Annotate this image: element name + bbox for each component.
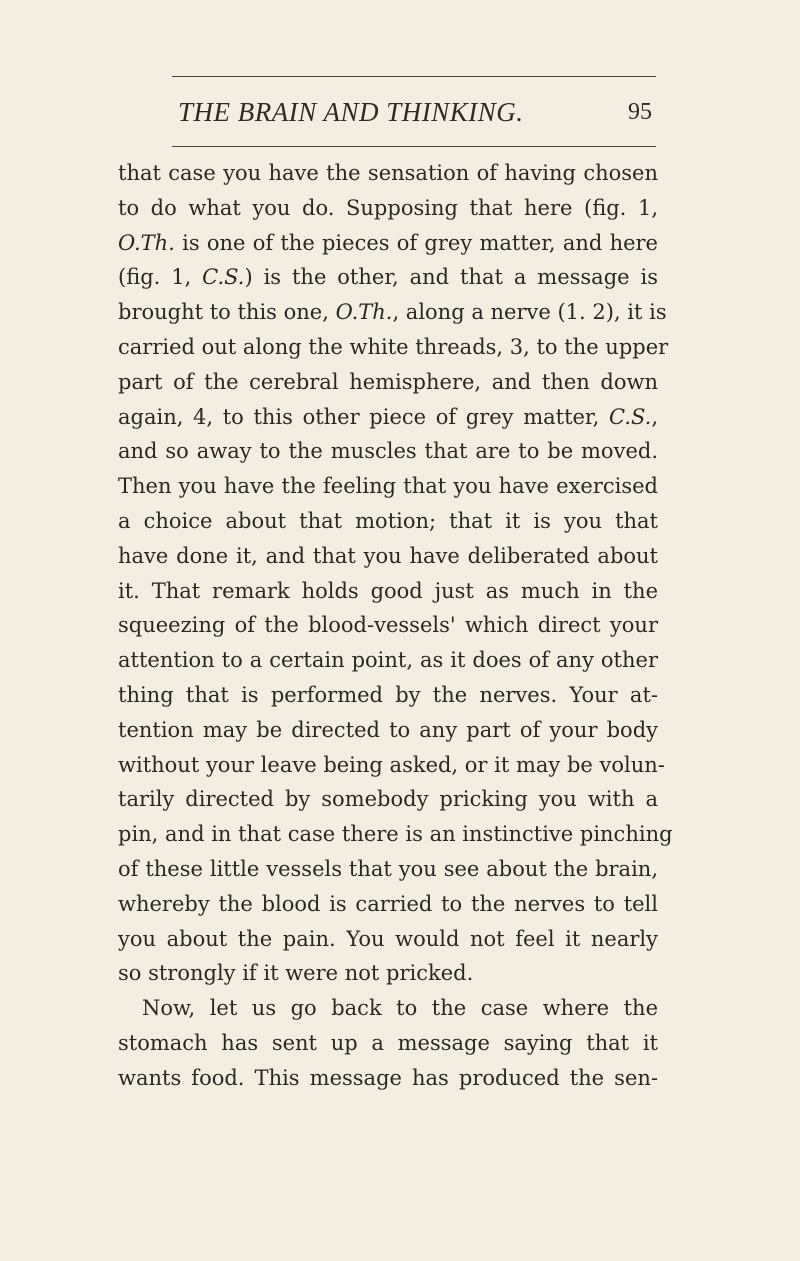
text-line <box>118 713 658 748</box>
text-line <box>118 922 658 957</box>
text-segment: thing that is performed by the nerves. Your at- <box>118 682 658 707</box>
text-segment: wants food. This message has produced the sen- <box>118 1065 658 1090</box>
text-segment: carried out along the white threads, 3, to the upper <box>118 334 669 359</box>
text-line <box>118 991 658 1026</box>
text-line <box>118 400 658 435</box>
text-line <box>118 539 658 574</box>
text-segment: tention may be directed to any part of your body <box>118 717 658 742</box>
text-segment: attention to a certain point, as it does of any other <box>118 648 658 673</box>
text-segment: squeezing of the blood-vessels' which direct your <box>118 613 658 638</box>
text-line <box>118 574 658 609</box>
italic-abbreviation: C.S. <box>202 265 245 290</box>
text-line <box>118 643 658 678</box>
text-line <box>118 260 658 295</box>
text-segment: have done it, and that you have deliberated about <box>118 543 658 568</box>
italic-abbreviation: C.S. <box>609 404 652 429</box>
text-segment: tarily directed by somebody pricking you with a <box>118 787 658 812</box>
text-segment: you about the pain. You would not feel it nearly <box>118 926 658 951</box>
running-title: THE BRAIN AND THINKING. <box>178 97 524 127</box>
text-segment: to do what you do. Supposing that here (fig. 1, <box>118 195 658 220</box>
text-line <box>118 330 669 365</box>
italic-abbreviation: O.Th. <box>118 230 175 255</box>
text-segment: ) is the other, and that a message is <box>244 265 658 290</box>
text-line <box>118 295 667 330</box>
text-segment: of these little vessels that you see about the brain, <box>118 856 658 881</box>
text-segment: a choice about that motion; that it is you that <box>118 508 658 533</box>
text-segment: it. That remark holds good just as much in the <box>118 578 658 603</box>
italic-abbreviation: O.Th. <box>335 300 393 325</box>
text-segment: , <box>651 404 658 429</box>
body-text <box>118 156 673 1096</box>
text-segment: pin, and in that case there is an instinctive pinching <box>118 822 673 847</box>
header-bottom-rule <box>172 146 656 147</box>
text-line <box>118 1061 658 1096</box>
text-line <box>118 156 658 191</box>
text-segment: again, 4, to this other piece of grey matter, <box>118 404 609 429</box>
text-segment: that case you have the sensation of having chosen <box>118 161 658 185</box>
text-line <box>118 852 658 887</box>
text-line <box>118 782 658 817</box>
text-line <box>118 608 658 643</box>
header-top-rule <box>172 76 656 77</box>
text-segment: part of the cerebral hemisphere, and then down <box>118 369 658 394</box>
text-segment: so strongly if it were not pricked. <box>118 961 474 986</box>
text-line <box>118 504 658 539</box>
text-line <box>118 887 658 922</box>
text-segment: (fig. 1, <box>118 265 203 290</box>
text-line <box>118 365 658 400</box>
text-line <box>118 191 658 226</box>
text-line <box>118 956 658 991</box>
text-line <box>118 434 658 469</box>
text-segment: Now, let us go back to the case where the <box>142 996 658 1021</box>
text-segment: whereby the blood is carried to the nerves to tell <box>118 891 658 916</box>
text-line <box>118 1026 658 1061</box>
text-line <box>118 817 673 852</box>
text-segment: brought to this one, <box>118 300 336 325</box>
text-segment: without your leave being asked, or it may be volun- <box>118 752 665 777</box>
page-header <box>172 97 656 133</box>
page-number: 95 <box>628 99 652 125</box>
text-line <box>118 748 665 783</box>
text-segment: stomach has sent up a message saying that it <box>118 1030 658 1055</box>
text-line <box>118 678 658 713</box>
text-segment: and so away to the muscles that are to be moved. <box>118 439 658 464</box>
text-line <box>118 469 658 504</box>
text-segment: , along a nerve (1. 2), it is <box>392 300 667 325</box>
text-line <box>118 226 658 261</box>
text-segment: is one of the pieces of grey matter, and here <box>174 230 658 255</box>
text-segment: Then you have the feeling that you have exercised <box>118 474 658 499</box>
